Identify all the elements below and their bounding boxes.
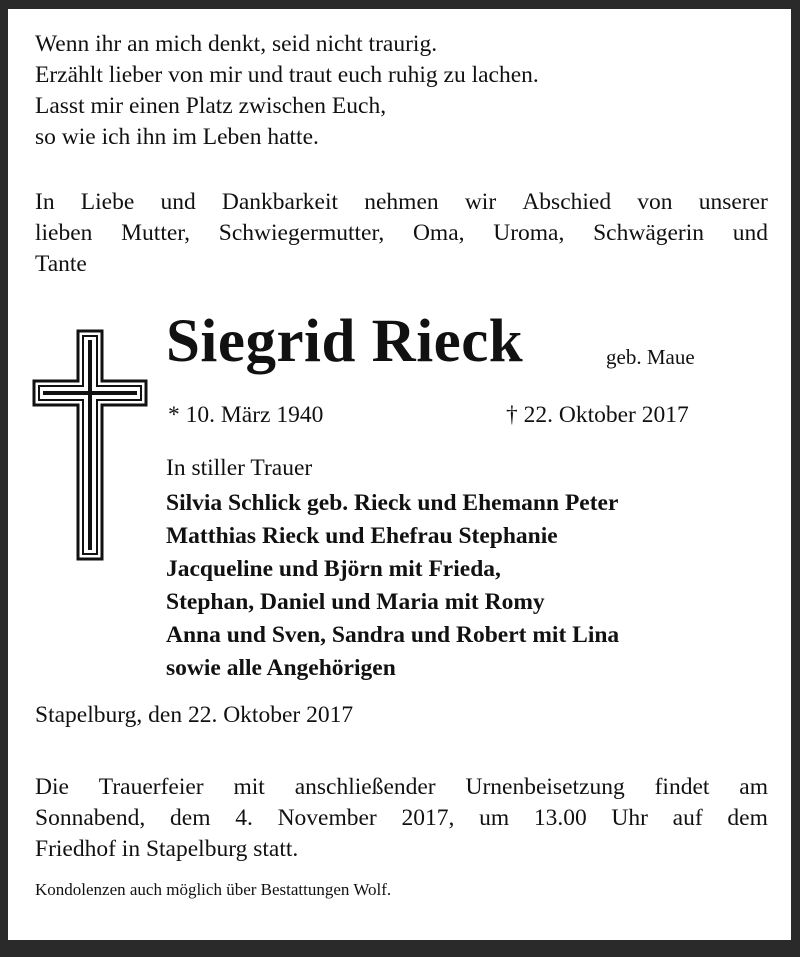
word: um	[479, 805, 510, 831]
maiden-name: geb. Maue	[606, 345, 695, 369]
word: Trauerfeier	[98, 774, 204, 800]
intro-line-3: Tante	[35, 251, 87, 277]
word: am	[739, 774, 768, 800]
poem-line: Wenn ihr an mich denkt, seid nicht traurig.	[35, 31, 438, 57]
word: Abschied	[522, 189, 612, 215]
poem-line: Lasst mir einen Platz zwischen Euch,	[35, 93, 387, 119]
intro-text	[35, 187, 768, 280]
family-line: Anna und Sven, Sandra und Robert mit Lina	[166, 622, 620, 648]
ceremony-line-1	[35, 772, 768, 803]
mourning-label: In stiller Trauer	[166, 455, 313, 481]
word: In	[35, 189, 55, 215]
word: unserer	[698, 189, 768, 215]
death-date: † 22. Oktober 2017	[506, 402, 689, 428]
latin-cross-icon	[32, 329, 148, 566]
word: dem	[727, 805, 768, 831]
word: Oma,	[412, 220, 465, 246]
word: dem	[170, 805, 211, 831]
birth-date: * 10. März 1940	[168, 402, 324, 428]
condolence-note: Kondolenzen auch möglich über Bestattungen Wolf.	[35, 880, 392, 899]
intro-line-2	[35, 218, 768, 249]
family-line: sowie alle Angehörigen	[166, 655, 396, 681]
word: Mutter,	[121, 220, 191, 246]
ceremony-line-3: Friedhof in Stapelburg statt.	[35, 836, 299, 862]
word: 4.	[235, 805, 253, 831]
word: Uhr	[611, 805, 648, 831]
word: Die	[35, 774, 69, 800]
poem-line: Erzählt lieber von mir und traut euch ruhig zu lachen.	[35, 62, 539, 88]
family-line: Jacqueline und Björn mit Frieda,	[166, 556, 501, 582]
word: anschließender	[294, 774, 436, 800]
word: wir	[464, 189, 497, 215]
word: findet	[654, 774, 710, 800]
word: November	[277, 805, 377, 831]
poem-line: so wie ich ihn im Leben hatte.	[35, 124, 319, 150]
word: 2017,	[401, 805, 455, 831]
word: Schwägerin	[593, 220, 705, 246]
family-line: Matthias Rieck und Ehefrau Stephanie	[166, 523, 558, 549]
intro-line-1	[35, 187, 768, 218]
word: Dankbarkeit	[221, 189, 339, 215]
word: und	[732, 220, 768, 246]
obituary-notice	[8, 9, 791, 940]
family-line: Stephan, Daniel und Maria mit Romy	[166, 589, 545, 615]
word: Uroma,	[493, 220, 565, 246]
word: mit	[233, 774, 265, 800]
deceased-name: Siegrid Rieck	[166, 308, 524, 375]
word: und	[160, 189, 196, 215]
word: 13.00	[533, 805, 587, 831]
family-line: Silvia Schlick geb. Rieck und Ehemann Peter	[166, 490, 619, 516]
word: lieben	[35, 220, 93, 246]
ceremony-info	[35, 772, 768, 865]
word: Liebe	[80, 189, 135, 215]
place-date: Stapelburg, den 22. Oktober 2017	[35, 702, 354, 728]
family-list	[166, 487, 619, 685]
word: auf	[672, 805, 703, 831]
word: Schwiegermutter,	[218, 220, 385, 246]
poem	[35, 29, 539, 153]
word: von	[637, 189, 673, 215]
word: nehmen	[364, 189, 439, 215]
word: Sonnabend,	[35, 805, 146, 831]
ceremony-line-2	[35, 803, 768, 834]
word: Urnenbeisetzung	[465, 774, 625, 800]
